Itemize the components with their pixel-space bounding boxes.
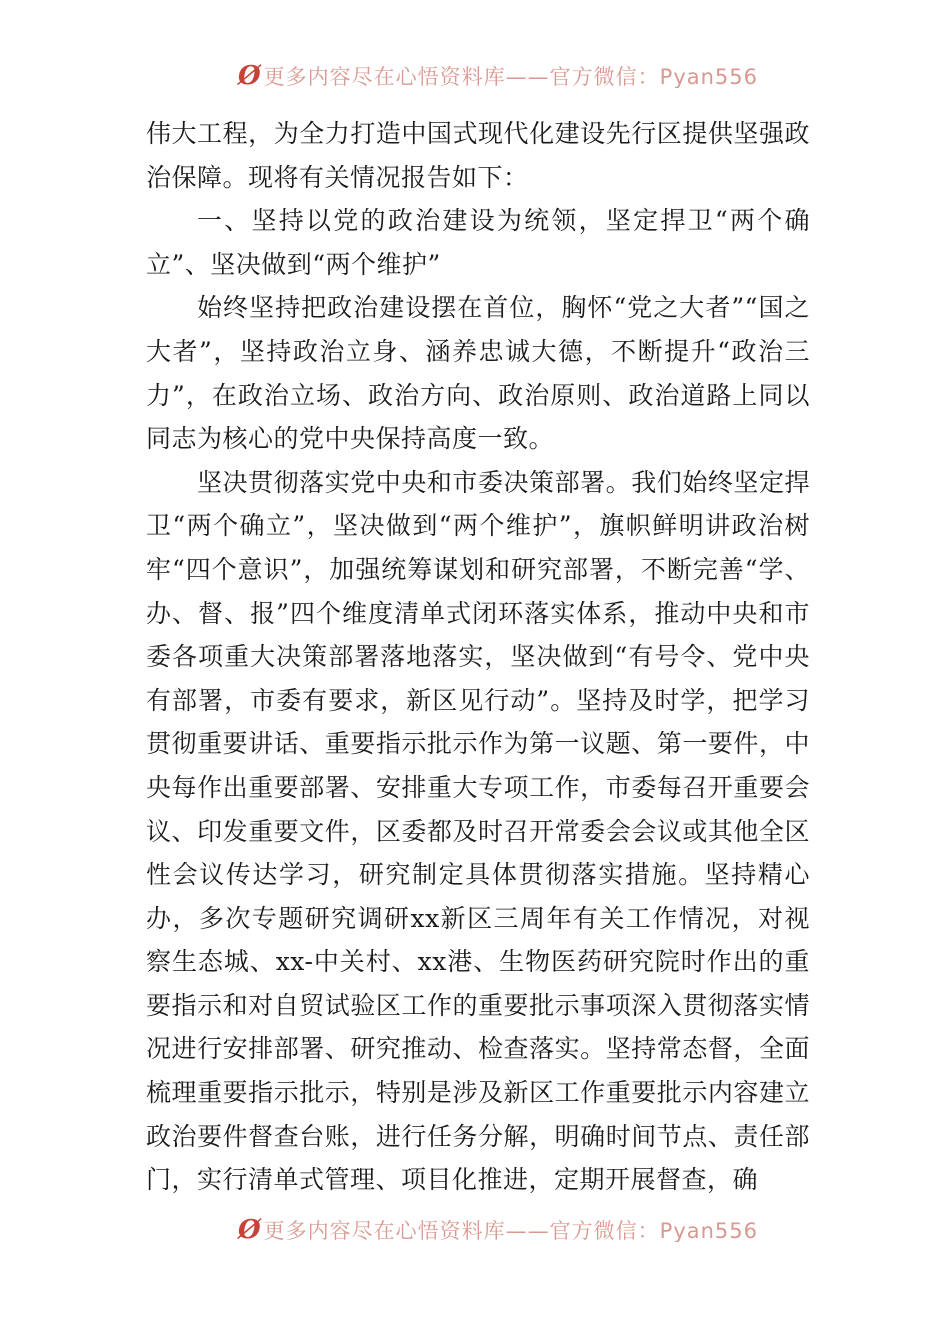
paragraph-implementation: 坚决贯彻落实党中央和市委决策部署。我们始终坚定捍卫“两个确立”，坚决做到“两个维护”，旗帜鲜明讲政治树牢“四个意识”，加强统筹谋划和研究部署，不断完善“学、办、督、报”四个维度清单式闭环落实体系，推动中央和市委各项重大决策部署落地落实，坚决做到“有号令、党中央有部署，市委有要求，新区见行动”。坚持及时学，把学习贯彻重要讲话、重要指示批示作为第一议题、第一要件，中央每作出重要部署、安排重大专项工作，市委每召开重要会议、印发重要文件，区委都及时召开常委会会议或其他全区性会议传达学习，研究制定具体贯彻落实措施。坚持精心办，多次专题研究调研xx新区三周年有关工作情况，对视察生态城、xx-中关村、xx港、生物医药研究院时作出的重要指示和对自贸试验区工作的重要批示事项深入贯彻落实情况进行安排部署、研究推动、检查落实。坚持常态督，全面梳理重要指示批示，特别是涉及新区工作重要批示内容建立政治要件督查台账，进行任务分解，明确时间节点、责任部门，实行清单式管理、项目化推进，定期开展督查，确 (146, 467, 810, 1195)
paragraph-political-construction: 始终坚持把政治建设摆在首位，胸怀“党之大者”“国之大者”，坚持政治立身、涵养忠诚大德，不断提升“政治三力”，在政治立场、政治方向、政治原则、政治道路上同以同志为核心的党中央保持高度一致。 (146, 293, 810, 454)
footer-watermark (0, 1206, 950, 1242)
paragraph-intro-end: 伟大工程，为全力打造中国式现代化建设先行区提供坚强政治保障。现将有关情况报告如下： (146, 119, 810, 192)
watermark-logo-icon: Ø (238, 1215, 258, 1242)
header-watermark (0, 52, 950, 88)
watermark-text: 更多内容尽在心悟资料库——官方微信：Pyan556 (263, 65, 759, 88)
section-heading-1: 一、坚持以党的政治建设为统领，坚定捍卫“两个确立”、坚决做到“两个维护” (146, 206, 810, 279)
watermark-logo-icon: Ø (238, 61, 258, 88)
document-body (146, 112, 810, 1202)
watermark-text: 更多内容尽在心悟资料库——官方微信：Pyan556 (263, 1219, 759, 1242)
